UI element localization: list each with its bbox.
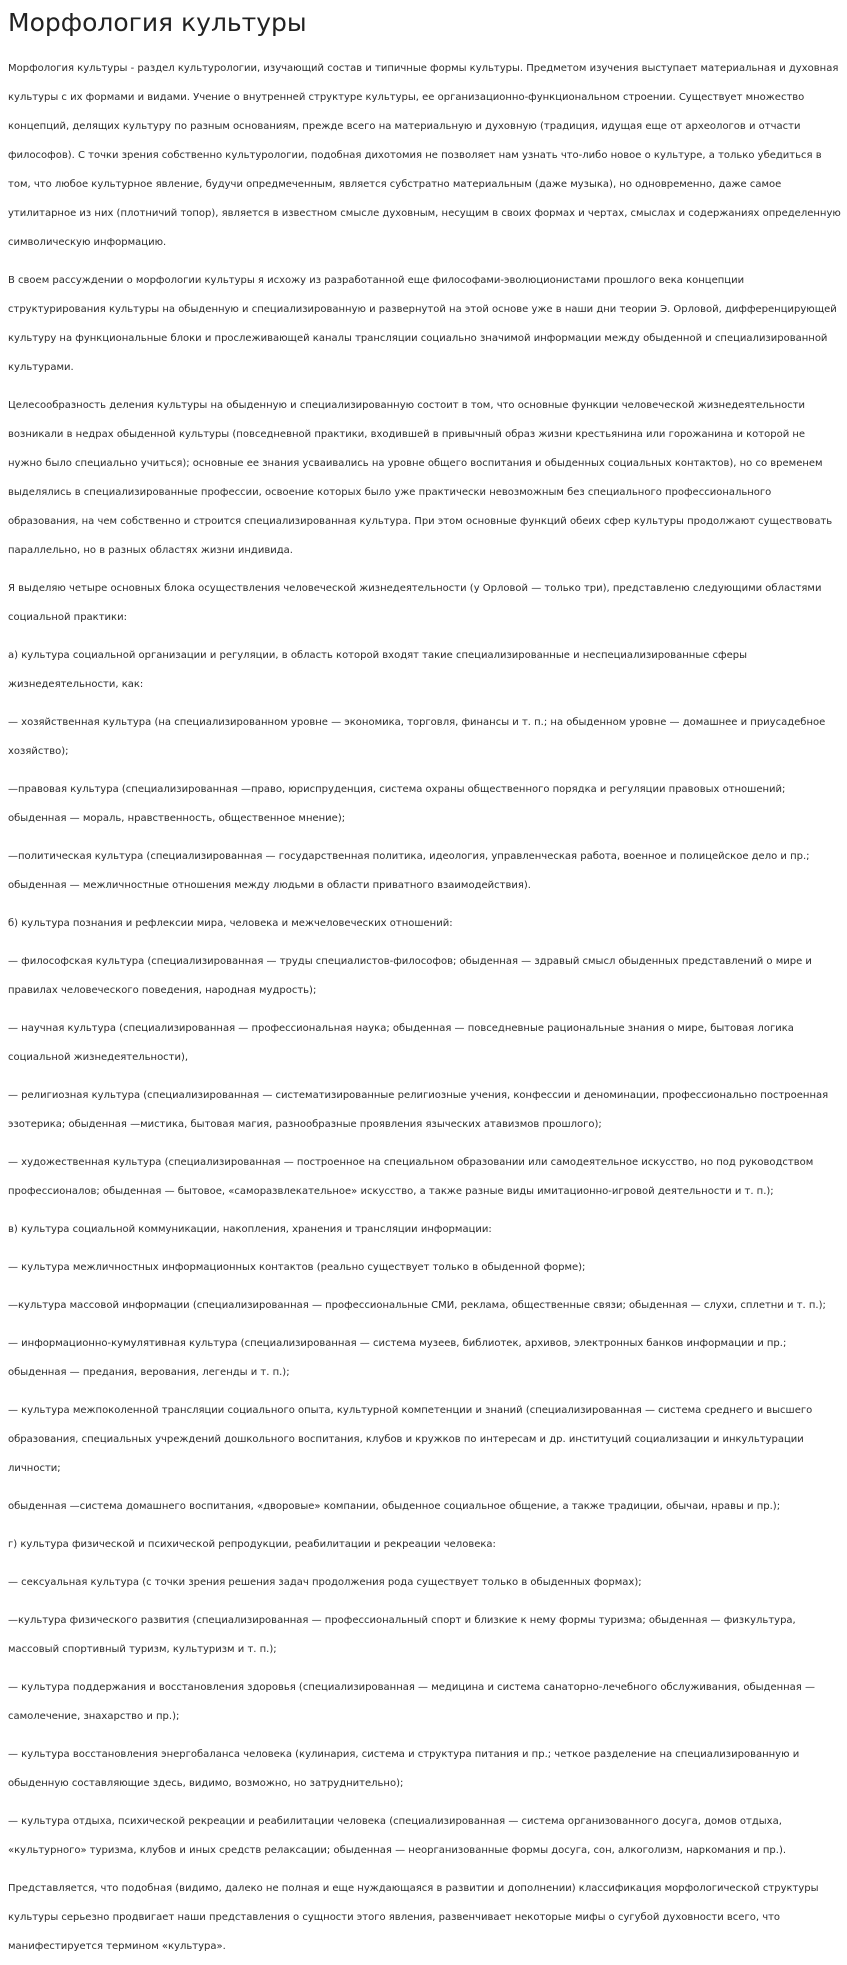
list-item-scientific-culture: — научная культура (специализированная — профессиональная наука; обыденная — повседневные рациональные знания о мире, бытовая логика социальной жизнедеятельности), [8,1023,794,1063]
article-body [8,54,841,1961]
list-item-health: — культура поддержания и восстановления здоровья (специализированная — медицина и система санаторно-лечебного обслуживания, обыденная —самолечение, знахарство и пр.); [8,1682,815,1722]
list-item-political-culture: —политическая культура (специализированная — государственная политика, идеология, управленческая работа, военное и полицейское дело и пр.; обыденная — межличностные отношения между людьми в области приватного взаимодействия). [8,851,810,891]
paragraph-block-b: б) культура познания и рефлексии мира, человека и межчеловеческих отношений: [8,918,453,929]
paragraph-block-d: г) культура физической и психической репродукции, реабилитации и рекреации человека: [8,1539,496,1550]
list-item-intergenerational-everyday: обыденная —система домашнего воспитания, «дворовые» компании, обыденное социальное общение, а также традиции, обычаи, нравы и пр.); [8,1501,781,1512]
paragraph-approach: В своем рассуждении о морфологии культуры я исхожу из разработанной еще философами-эволюционистами прошлого века концепции структурирования культуры на обыденную и специализированную и развернутой на этой основе уже в наши дни теории Э. Орловой, дифференцирующей культуру на функциональные блоки и прослеживающей каналы трансляции социально значимой информации между обыденной и специализированной культурами. [8,275,837,373]
paragraph-conclusion: Представляется, что подобная (видимо, далеко не полная и еще нуждающаяся в развитии и дополнении) классификация морфологической структуры культуры серьезно продвигает наши представления о сущности этого явления, развенчивает некоторые мифы о сугубой духовности всего, что манифестируется термином «культура». [8,1883,819,1952]
paragraph-intro: Морфология культуры - раздел культурологии, изучающий состав и типичные формы культуры. Предметом изучения выступает материальная и духовная культуры с их формами и видами. Учение о внутренней структуре культуры, ее организационно-функциональном строении. Существует множество концепций, делящих культуру по разным основаниям, прежде всего на материальную и духовную (традиция, идущая еще от археологов и отчасти философов). С точки зрения собственно культурологии, подобная дихотомия не позволяет нам узнать что-либо новое о культуре, а только убедиться в том, что любое культурное явление, будучи опредмеченным, является субстратно материальным (даже музыка), но одновременно, даже самое утилитарное из них (плотничий топор), является в известном смысле духовным, несущим в своих формах и чертах, смыслах и содержаниях определенную символическую информацию. [8,63,841,248]
list-item-cumulative-info: — информационно-кумулятивная культура (специализированная — система музеев, библиотек, архивов, электронных банков информации и пр.; обыденная — предания, верования, легенды и т. п.); [8,1338,787,1378]
list-item-religious-culture: — религиозная культура (специализированная — систематизированные религиозные учения, конфессии и деноминации, профессионально построенная эзотерика; обыденная —мистика, бытовая магия, разнообразные проявления языческих атавизмов прошлого); [8,1090,829,1130]
paragraph-division-rationale: Целесообразность деления культуры на обыденную и специализированную состоит в том, что основные функции человеческой жизнедеятельности возникали в недрах обыденной культуры (повседневной практики, входившей в привычный образ жизни крестьянина или горожанина и которой не нужно было специально учиться); основные ее знания усваивались на уровне общего воспитания и обыденных социальных контактов), но со временем выделялись в специализированные профессии, освоение которых было уже практически невозможным без специального профессионального образования, на чем собственно и строится специализированная культура. При этом основные функций обеих сфер культуры продолжают существовать параллельно, но в разных областях жизни индивида. [8,400,833,556]
list-item-philosophical-culture: — философская культура (специализированная — труды специалистов-философов; обыденная — здравый смысл обыденных представлений о мире и правилах человеческого поведения, народная мудрость); [8,956,812,996]
list-item-energy-balance: — культура восстановления энергобаланса человека (кулинария, система и структура питания и пр.; четкое разделение на специализированную и обыденную составляющие здесь, видимо, возможно, но затруднительно); [8,1749,800,1789]
list-item-legal-culture: —правовая культура (специализированная —право, юриспруденция, система охраны общественного порядка и регуляции правовых отношений; обыденная — мораль, нравственность, общественное мнение); [8,784,786,824]
list-item-sexual-culture: — сексуальная культура (с точки зрения решения задач продолжения рода существует только в обыденных формах); [8,1577,642,1588]
list-item-intergenerational: — культура межпоколенной трансляции социального опыта, культурной компетенции и знаний (специализированная — система среднего и высшего образования, специальных учреждений дошкольного воспитания, клубов и кружков по интересам и др. институций социализации и инкультурации личности; [8,1405,813,1474]
paragraph-block-a: а) культура социальной организации и регуляции, в область которой входят такие специализированные и неспециализированные сферы жизнедеятельности, как: [8,650,748,690]
list-item-economic-culture: — хозяйственная культура (на специализированном уровне — экономика, торговля, финансы и т. п.; на обыденном уровне — домашнее и приусадебное хозяйство); [8,717,826,757]
paragraph-four-blocks: Я выделяю четыре основных блока осуществления человеческой жизнедеятельности (у Орловой — только три), представленю следующими областями социальной практики: [8,583,822,623]
list-item-physical-development: —культура физического развития (специализированная — профессиональный спорт и близкие к нему формы туризма; обыденная — физкультура, массовый спортивный туризм, культуризм и т. п.); [8,1615,796,1655]
page-title: Морфология культуры [8,8,307,37]
list-item-artistic-culture: — художественная культура (специализированная — построенное на специальном образовании или самодеятельное искусство, но под руководством профессионалов; обыденная — бытовое, «саморазвлекательное» искусство, а также разные виды имитационно-игровой деятельности и т. п.); [8,1157,814,1197]
list-item-mass-info: —культура массовой информации (специализированная — профессиональные СМИ, реклама, общественные связи; обыденная — слухи, сплетни и т. п.); [8,1300,826,1311]
paragraph-block-c: в) культура социальной коммуникации, накопления, хранения и трансляции информации: [8,1224,492,1235]
list-item-recreation: — культура отдыха, психической рекреации и реабилитации человека (специализированная — система организованного досуга, домов отдыха, «культурного» туризма, клубов и иных средств релаксации; обыденная — неорганизованные формы досуга, сон, алкоголизм, наркомания и пр.). [8,1816,787,1856]
list-item-interpersonal-info: — культура межличностных информационных контактов (реально существует только в обыденной форме); [8,1262,586,1273]
